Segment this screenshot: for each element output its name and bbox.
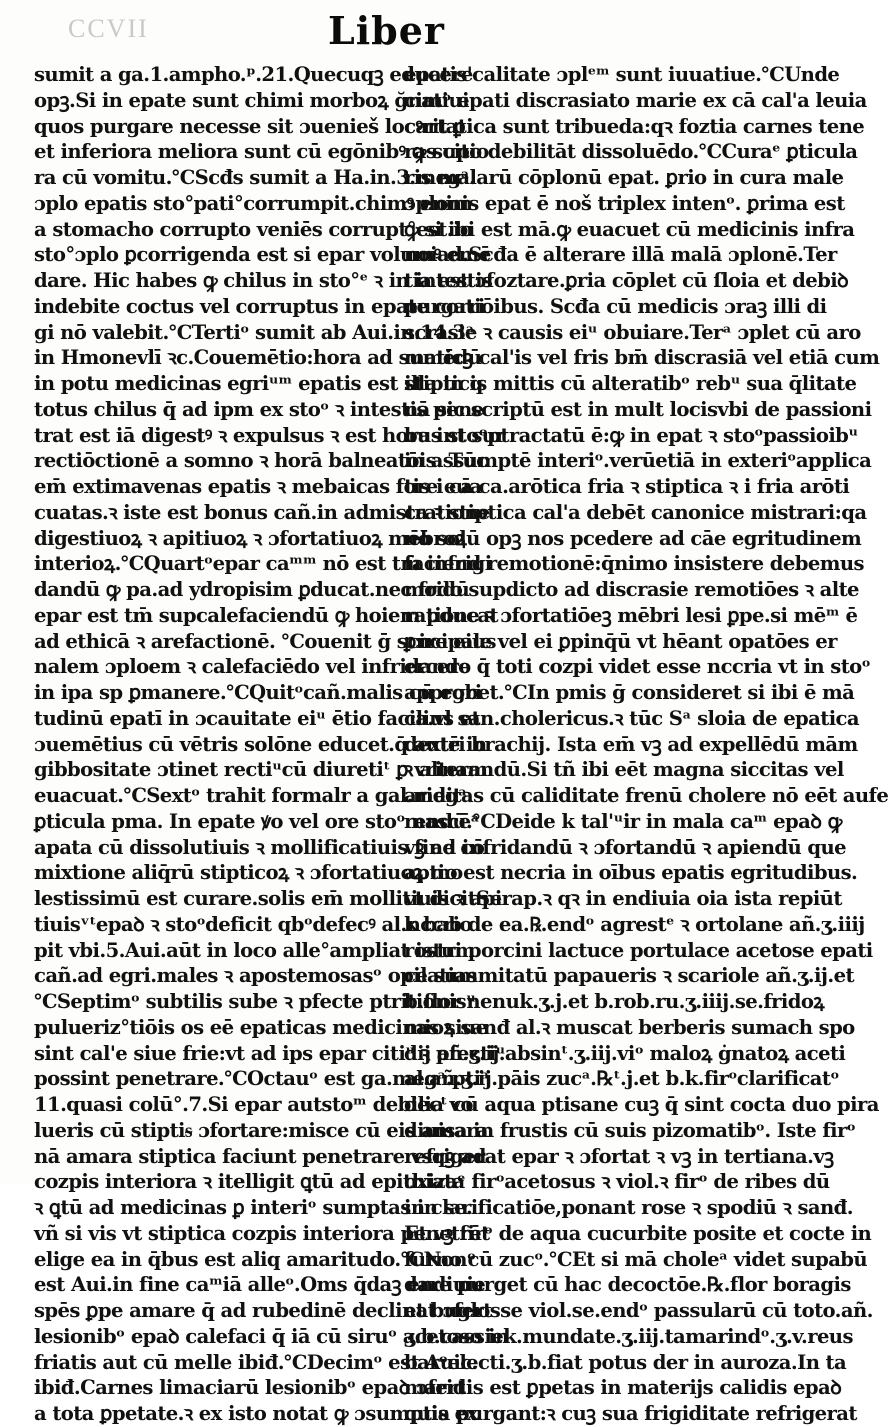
text-line: quia purgant:ꝛ cuꝫ sua frigiditate refrigerat — [404, 1402, 857, 1425]
text-line: in potu medicinas egriᵘᵐ epatis est illa in q — [34, 372, 483, 395]
text-line: nalem ɔploem ꝛ calefaciēdo vel infridando — [34, 655, 471, 679]
text-line: scrasie ꝛ causis eiᵘ obuiare.Terᵃ ɔplet cū aro — [404, 320, 861, 344]
text-line: in assumptē interiᵒ.verūetiā in exteriᵒapplica — [404, 449, 872, 473]
text-line: vñ si vis vt stiptica cozpis interiora penetrēt — [34, 1221, 490, 1245]
text-line: cozpis interiora ꝛ itelligit ꝗtū ad epithiata — [34, 1170, 465, 1194]
text-line: ce summitatū papaueris ꝛ scariole añ.ʒ.ij.et — [404, 964, 854, 988]
text-line: rendū.℃Deide k tal'ᵘir in mala caᵐ epaꝺ ꝙ — [404, 809, 842, 833]
text-line: em̄ extimavenas epatis ꝛ mebaicas fore eua — [34, 475, 482, 498]
text-line: apata cū dissolutiuis ꝛ mollificatiuis fine cō — [34, 835, 485, 859]
text-line: pit vbi.5.Aui.aūt in loco alle°ampliat istum — [34, 938, 475, 962]
text-line: ɔplo epatis sto°pati°corrumpit.chimꝰ enim — [34, 191, 473, 215]
text-line: opꝫ.Si in epate sunt chimi morboꝝ ğnatiui — [34, 88, 470, 112]
text-line: ꝙ si ibi est mā.ꝙ euacuet cū medicinis infra — [404, 217, 855, 241]
text-line: dare purget cū hac decoctōe.℞.flor boragis — [404, 1273, 851, 1297]
text-line: epatis'calitate ɔplᵉᵐ sunt iuuatiue.℃Unde — [404, 63, 840, 86]
text-line: ꝑticula pma. In epate ꝟo vel ore stoᵒ nascēᵃ — [34, 809, 480, 833]
text-line: digestiuoꝝ ꝛ apitiuoꝝ ꝛ ɔfortatiuoꝝ mēbroꝝ — [34, 526, 467, 550]
text-line: stipticis mittis cū alteratibᵒ rebᵘ sua q̄litate — [404, 372, 857, 395]
text-line: noiad.Scđa ē alterare illā malā ɔplonē.Ter — [404, 243, 837, 267]
text-line: ʒ.b.cassiek.mundate.ʒ.iij.tamarindᵒ.ʒ.v.reus — [404, 1324, 853, 1348]
text-line: in ipa sp ꝑmanere.℃Quitᵒcañ.malis cū egri — [34, 681, 482, 704]
text-line: 11.quasi colū°.7.Si epar autstoᵐ debilia vo — [34, 1093, 473, 1116]
text-line: ris malarū cōplonū epat. ꝑrio in cura male — [404, 166, 844, 189]
running-head: Liber — [328, 8, 445, 53]
text-line: gi nō valebit.℃Tertiᵒ sumit ab Aui.in.14.3ᵃ — [34, 320, 474, 344]
text-line: dextri brachij. Ista em̄ vꝫ ad expellēdū mām — [404, 732, 858, 756]
text-line: in Hmonevlī ꝛc.Couemētio:hora ad sumēdū — [34, 346, 482, 370]
text-line: est Aui.in fine caᵐiā alleᵒ.Oms q̄daꝫ endiuie — [34, 1273, 486, 1297]
text-line: ca.vl san.cholericus.ꝛ tūc Sᵃ sloia de epatica — [404, 706, 859, 730]
text-line: friatis aut cū melle ibiđ.℃Decimᵒ est Auic. — [34, 1350, 478, 1374]
text-line: barᵒelecti.ʒ.b.fiat potus der in auroza.In ta — [404, 1350, 847, 1374]
text-line: cañ.ad egri.males ꝛ apostemosasᵒ opilatias — [34, 964, 477, 988]
text-line: a stomacho corrupto veniēs corrupt°est.io — [34, 217, 473, 241]
text-line: tiuisᵛᵗepaꝺ ꝛ stoᵒdeficit qbᵒdefecꝰ al.nccrio — [34, 912, 472, 936]
text-line: cimᵒ epati discrasiato marie ex cā cal'a leuia — [404, 88, 867, 112]
text-line: maridis est ꝑpetas in materijs calidis epaꝺ — [404, 1376, 842, 1400]
text-line: sto°ɔplo ꝑcorrigenda est si epar volumꝰ emē — [34, 243, 491, 267]
text-line: ɔuemētius cū vētris solōne educet.q̄ autē in — [34, 732, 487, 756]
text-line: ꝑncipale vel ei ꝑpinq̄ū vt hēant opatōes er — [404, 629, 837, 653]
text-line: cuatas.ꝛ iste est bonus cañ.in admistratione — [34, 500, 490, 524]
text-line: totus chilus q̄ ad ipm ex stoᵒ ꝛ intestis pene — [34, 397, 484, 421]
text-line: mioꝝ sanđ al.ꝛ muscat berberis sumach spo — [404, 1015, 855, 1039]
folio-number: CCVII — [68, 14, 149, 43]
text-line: ca ꝛ stiptica cal'a debēt canonice mistrari:qa — [404, 500, 867, 524]
text-line: ℃Septimᵒ subtilis sube ꝛ pfecte ptritionisᵘ — [34, 990, 476, 1013]
text-line: nā sic scriptū est in mult locisvbi de passioni — [404, 397, 872, 421]
text-line: a tota ꝑpetate.ꝛ ex isto notat ꝙ ɔsumptis ex — [34, 1402, 478, 1425]
text-line: sumit a ga.1.ampho.ᵖ.21.Quecuqꝫ educere — [34, 63, 473, 86]
text-line: ad ethicā ꝛ arefactionē. ℃ouenit ḡ scire eius — [34, 629, 496, 653]
text-line: rectiōctionē a somno ꝛ horā balneatōis. Tūc — [34, 449, 488, 473]
text-line: dandū ꝙ pa.ad ydropisim ꝑducat.nec fridū — [34, 578, 470, 601]
text-line: faciend remotionē:q̄nimo insistere debemus — [404, 552, 864, 576]
text-line: in clarificatiōe,ponant rose ꝛ spodiū ꝛ sanđ. — [404, 1196, 853, 1219]
text-line: trat est iā digestꝰ ꝛ expulsus ꝛ est hora int sur — [34, 423, 506, 447]
text-line: dij añ.ʒ.ij.absinᵗ.ʒ.iij.viᵒ maloꝝ ġnatoꝝ aceti — [404, 1041, 846, 1065]
text-line: oxizaᵉ firᵒacetosus ꝛ viol.ꝛ firᵒ de ribes dū — [404, 1170, 830, 1194]
left-text-column — [34, 62, 509, 1427]
text-line: bus stoᵒptractatū ē:ꝙ in epat ꝛ stoᵒpassioibᵘ — [404, 423, 858, 447]
text-line: ꝛ ꝗtū ad medicinas ꝑ interiᵒ sumptas in se. — [34, 1196, 473, 1219]
text-line: vꝫ ad infridandū ꝛ ɔfortandū ꝛ apiendū que — [404, 835, 846, 859]
text-line: lueris cū stiptiᵴ ɔfortare:misce cū eis amara — [34, 1118, 488, 1142]
text-line: approbet.℃In pmis ḡ consideret si ibi ē mā — [404, 681, 855, 704]
text-line: ariditas cū caliditate frenū cholere nō eēt aufe — [404, 784, 888, 807]
text-line: refrigerat epar ꝛ ɔfortat ꝛ vꝫ in tertiana.vꝫ — [404, 1144, 834, 1168]
text-line: purgatiōibus. Scđa cū medicis ɔraꝫ illi di — [404, 294, 827, 318]
text-line: quos purgare necesse sit ɔuenieš locꝰrit ꝑ — [34, 114, 466, 138]
text-line: pulueriz°tiōis os eē epaticas medicinas siue — [34, 1015, 488, 1039]
text-line: al.añ.ʒ.ij.pāis zucᵃ.℞ᵗ.j.et b.k.firᵒclarificatᵒ — [404, 1067, 839, 1091]
text-line: furno cū zucᵒ.℃Et si mā choleᵃ videt supabū — [404, 1247, 868, 1271]
text-line: epar est tm̄ supcalefaciendū ꝙ hoiem pducat — [34, 603, 498, 627]
text-line: lesionibᵒ epaꝺ calefaci q̄ iā cū siruᵒ acetoso in — [34, 1324, 509, 1348]
text-line: sint cal'e siue frie:vt ad ips epar citiᵘ ꝛ pfectiᵘ — [34, 1041, 505, 1065]
text-line: k bab de ea.℞.endᵒ agrestᵉ ꝛ ortolane añ.ʒ.iiij — [404, 912, 865, 936]
text-line: tudinū epatī in ɔcauitate eiᵘ ētio facilius et — [34, 706, 480, 730]
text-line: interioꝝ.℃Quartᵒepar caᵐᵐ nō est tm̄ infrigi — [34, 552, 492, 576]
text-line: ras cito debilitāt dissoluēdo.℃Curaᵉ ꝑticula — [404, 140, 858, 164]
text-line: ratione ꝛ ɔfortatiōeꝫ mēbri lesi ꝑpe.si mēᵐ ē — [404, 603, 858, 627]
text-line: modo supdicto ad discrasie remotiōes ꝛ alte — [404, 578, 859, 601]
text-line: spēs ꝑpe amare q̄ ad rubedinē declinat ɔfert — [34, 1299, 492, 1322]
text-line: et buglosse viol.se.endᵒ passularū cū toto.añ. — [404, 1299, 873, 1322]
text-line: indebite coctus vel corruptus in epate corri — [34, 294, 485, 318]
text-line: vt dicitSerap.ꝛ qꝛ in endiuia oia ista repiūt — [404, 887, 842, 910]
text-line: elige ea in q̄bus est aliq amaritudo.℃Nonᵒ — [34, 1247, 476, 1271]
text-line: ɔplonis epat ē noš triplex intenᵒ. ꝑrima est — [404, 191, 845, 215]
text-line: tis i cā ca.arōtica fria ꝛ stiptica ꝛ i fria arōti — [404, 475, 850, 498]
text-line: ra cū vomitu.℃Scđs sumit a Ha.in.3.megᵃ. — [34, 166, 476, 189]
right-text-column — [404, 62, 888, 1427]
text-line: possint penetrare.℃Octauᵒ est ga.megᵃ.ptiᵃ — [34, 1067, 489, 1091]
text-line: ibiđ.Carnes limaciarū lesionibᵒ epaꝺ ɔfert — [34, 1376, 466, 1400]
text-line: et inferiora meliora sunt cū egōnibꝰ ꝙ supio — [34, 140, 489, 164]
text-line: rostri porcini lactuce portulace acetose epati — [404, 938, 873, 962]
text-line: aptio est necria in oībus epatis egritudibus. — [404, 861, 858, 885]
text-line: ercere q̄ toti cozpi videt esse nccria vt in stoᵒ — [404, 655, 871, 679]
text-line: decᵗ cū aqua ptisane cuꝫ q̄ sint cocta duo pira — [404, 1093, 879, 1116]
text-line: Et vꝫ firᵒ de aqua cucurbite posite et cocte in — [404, 1221, 872, 1245]
text-line: dare. Hic habes ꝙ chilus in sto°ᵉ ꝛ in intestis — [34, 269, 493, 292]
text-line: nō solū opꝫ nos pcedere ad cāe egritudinem — [404, 526, 862, 550]
text-line: nā amara stiptica faciunt penetrare vsqꝫ ad — [34, 1144, 486, 1168]
text-line: tia est ɔfoztare.ꝑria cōplet cū ſloia et debiꝺ — [404, 269, 849, 292]
text-line: gibbositate ɔtinet rectiᵘcū diuretiᵗ ꝑ vrinam — [34, 758, 488, 782]
text-line: lestissimū est curare.solis em̄ mollitiuis ꝛ api — [34, 887, 502, 910]
text-line: euacuat.℃Sextᵒ trahit formalr a gal.megᵃ. — [34, 784, 473, 807]
text-line: ꝛ alterandū.Si tñ ibi eēt magna siccitas vel — [404, 758, 844, 782]
text-line: diuisa in frustis cū suis pizomatibᵒ. Iste firᵒ — [404, 1118, 856, 1142]
text-line: mixtione aliq̄rū stipticoꝝ ꝛ ɔfortatiuoꝝ mo — [34, 861, 463, 885]
text-line: b.flor nenuk.ʒ.j.et b.rob.ru.ʒ.iiij.se.fridoꝝ — [404, 990, 825, 1013]
text-line: cartatica sunt tribueda:qꝛ foztia carnes tene — [404, 114, 865, 138]
text-line: maticꝫ cal'is vel fris bm̄ discrasiā vel etiā cum — [404, 346, 880, 370]
